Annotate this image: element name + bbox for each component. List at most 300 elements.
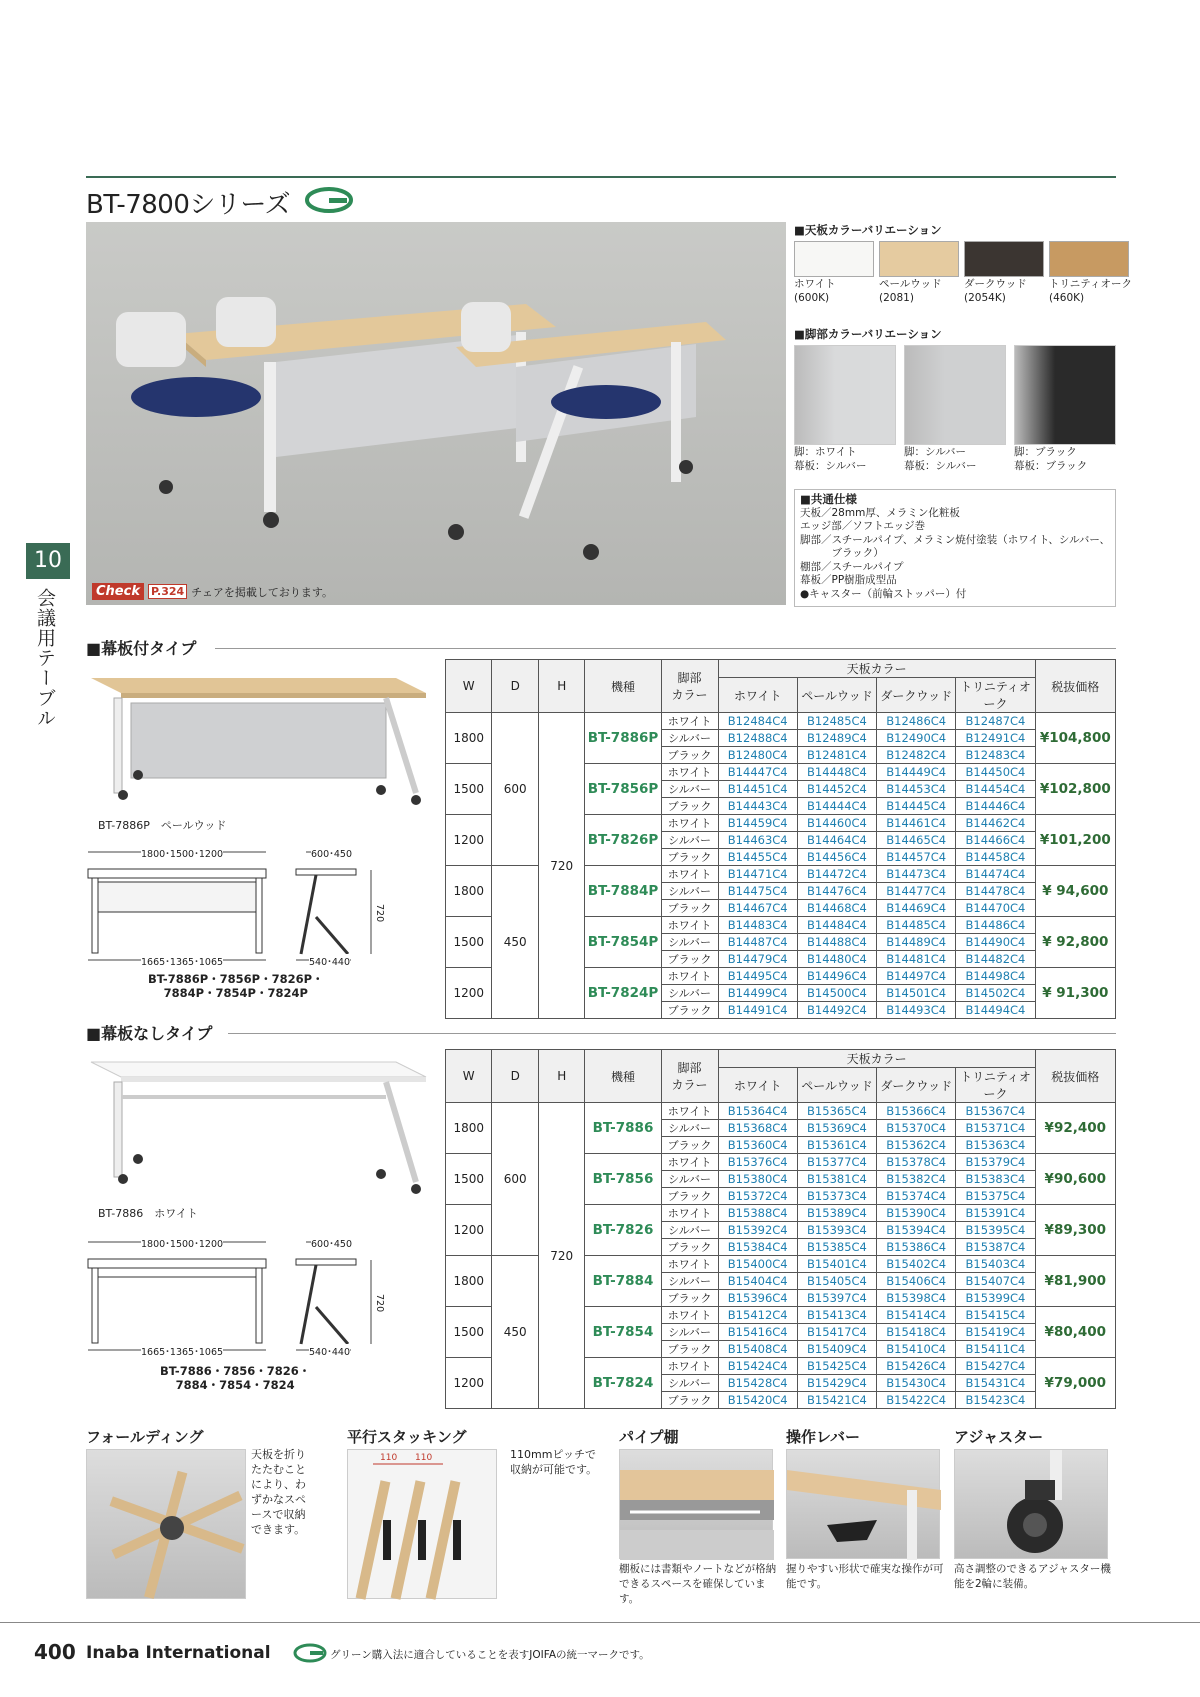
dim-height: 720 bbox=[374, 904, 385, 923]
cell-product-code: B15389C4 bbox=[797, 1205, 876, 1222]
dim-depth: 600･450 bbox=[311, 846, 352, 860]
cell-product-code: B15412C4 bbox=[718, 1307, 797, 1324]
leg-color-panel: 幕板：シルバー bbox=[794, 460, 867, 472]
cell-model: BT-7886 bbox=[585, 1103, 661, 1154]
cell-price: ¥90,600 bbox=[1035, 1154, 1115, 1205]
cell-product-code: B14482C4 bbox=[956, 951, 1035, 968]
cell-product-code: B15397C4 bbox=[797, 1290, 876, 1307]
cell-product-code: B15424C4 bbox=[718, 1358, 797, 1375]
cell-model: BT-7826 bbox=[585, 1205, 661, 1256]
cell-product-code: B14466C4 bbox=[956, 832, 1035, 849]
cell-w: 1800 bbox=[446, 1256, 492, 1307]
col-leg-line1: 脚部 bbox=[677, 1061, 702, 1075]
cell-leg-color: ホワイト bbox=[661, 1103, 718, 1120]
check-text: チェアを掲載しております。 bbox=[191, 585, 333, 599]
cell-product-code: B15395C4 bbox=[956, 1222, 1035, 1239]
cell-product-code: B12488C4 bbox=[718, 730, 797, 747]
cell-product-code: B15362C4 bbox=[877, 1137, 956, 1154]
cell-product-code: B14463C4 bbox=[718, 832, 797, 849]
top-rule bbox=[86, 176, 1116, 178]
col-d: D bbox=[492, 660, 538, 713]
leg-color-item bbox=[904, 345, 1006, 473]
top-color-item bbox=[794, 241, 874, 305]
cell-w: 1800 bbox=[446, 713, 492, 764]
cell-product-code: B15396C4 bbox=[718, 1290, 797, 1307]
cell-leg-color: ブラック bbox=[661, 798, 718, 815]
cell-product-code: B14493C4 bbox=[877, 1002, 956, 1019]
cell-product-code: B12480C4 bbox=[718, 747, 797, 764]
cell-product-code: B12487C4 bbox=[956, 713, 1035, 730]
cell-product-code: B15372C4 bbox=[718, 1188, 797, 1205]
cell-leg-color: ブラック bbox=[661, 1188, 718, 1205]
cell-product-code: B15417C4 bbox=[797, 1324, 876, 1341]
col-dark: ダークウッド bbox=[877, 1068, 956, 1103]
cell-leg-color: シルバー bbox=[661, 1375, 718, 1392]
cell-leg-color: ブラック bbox=[661, 900, 718, 917]
leg-color-swatch bbox=[904, 345, 1006, 445]
cell-product-code: B15421C4 bbox=[797, 1392, 876, 1409]
cell-product-code: B15402C4 bbox=[877, 1256, 956, 1273]
spec-line: エッジ部／ソフトエッジ巻 bbox=[800, 520, 926, 532]
cell-leg-color: ホワイト bbox=[661, 1358, 718, 1375]
feature-folding-text: 天板を折りたたむことにより、わずかなスペースで収納できます。 bbox=[251, 1448, 306, 1536]
cell-w: 1200 bbox=[446, 1205, 492, 1256]
cell-product-code: B15407C4 bbox=[956, 1273, 1035, 1290]
cell-model: BT-7856P bbox=[585, 764, 661, 815]
cell-product-code: B15378C4 bbox=[877, 1154, 956, 1171]
cell-product-code: B14467C4 bbox=[718, 900, 797, 917]
cell-product-code: B15404C4 bbox=[718, 1273, 797, 1290]
section1-models-line1: BT-7886P・7856P・7826P・ bbox=[148, 972, 324, 986]
feature-lever-photo bbox=[786, 1449, 940, 1559]
cell-model: BT-7854P bbox=[585, 917, 661, 968]
cell-product-code: B15361C4 bbox=[797, 1137, 876, 1154]
cell-product-code: B15363C4 bbox=[956, 1137, 1035, 1154]
cell-product-code: B15392C4 bbox=[718, 1222, 797, 1239]
cell-product-code: B12489C4 bbox=[797, 730, 876, 747]
section1-dim-svg bbox=[86, 842, 396, 967]
section2-models-line2: 7884・7854・7824 bbox=[175, 1378, 295, 1392]
cell-product-code: B14485C4 bbox=[877, 917, 956, 934]
col-w: W bbox=[446, 660, 492, 713]
cell-product-code: B15409C4 bbox=[797, 1341, 876, 1358]
cell-product-code: B14447C4 bbox=[718, 764, 797, 781]
cell-product-code: B14473C4 bbox=[877, 866, 956, 883]
section2-models-line1: BT-7886・7856・7826・ bbox=[160, 1364, 311, 1378]
page-number: 400 bbox=[34, 1640, 76, 1664]
cell-model: BT-7854 bbox=[585, 1307, 661, 1358]
cell-product-code: B14465C4 bbox=[877, 832, 956, 849]
cell-w: 1500 bbox=[446, 1307, 492, 1358]
leg-color-panel: 幕板：ブラック bbox=[1014, 460, 1088, 472]
cell-product-code: B14459C4 bbox=[718, 815, 797, 832]
cell-leg-color: ホワイト bbox=[661, 815, 718, 832]
cell-product-code: B14471C4 bbox=[718, 866, 797, 883]
cell-product-code: B15408C4 bbox=[718, 1341, 797, 1358]
cell-product-code: B15385C4 bbox=[797, 1239, 876, 1256]
cell-product-code: B14443C4 bbox=[718, 798, 797, 815]
leg-color-swatch bbox=[1014, 345, 1116, 445]
section2-product-label: BT-7886 ホワイト bbox=[98, 1207, 198, 1220]
cell-model: BT-7884 bbox=[585, 1256, 661, 1307]
feature-shelf-text: 棚板には書類やノートなどが格納できるスペースを確保しています。 bbox=[619, 1563, 777, 1605]
cell-product-code: B15411C4 bbox=[956, 1341, 1035, 1358]
top-color-name: トリニティオーク bbox=[1049, 278, 1132, 290]
feature-stacking-text: 110mmピッチで収納が可能です。 bbox=[510, 1448, 598, 1476]
leg-color-heading: ■脚部カラーバリエーション bbox=[794, 327, 942, 341]
cell-leg-color: ホワイト bbox=[661, 968, 718, 985]
top-color-item bbox=[964, 241, 1044, 305]
cell-product-code: B15365C4 bbox=[797, 1103, 876, 1120]
cell-product-code: B15394C4 bbox=[877, 1222, 956, 1239]
cell-product-code: B14501C4 bbox=[877, 985, 956, 1002]
cell-d: 450 bbox=[492, 866, 538, 1019]
cell-price: ¥80,400 bbox=[1035, 1307, 1115, 1358]
cell-product-code: B14452C4 bbox=[797, 781, 876, 798]
cell-model: BT-7826P bbox=[585, 815, 661, 866]
cell-product-code: B15422C4 bbox=[877, 1392, 956, 1409]
cell-product-code: B14477C4 bbox=[877, 883, 956, 900]
cell-product-code: B14457C4 bbox=[877, 849, 956, 866]
section2-models bbox=[160, 1364, 310, 1392]
cell-product-code: B14480C4 bbox=[797, 951, 876, 968]
cell-model: BT-7824P bbox=[585, 968, 661, 1019]
feature-adjuster-text: 高さ調整のできるアジャスター機能を2輪に装備。 bbox=[954, 1563, 1111, 1590]
col-price: 税抜価格 bbox=[1035, 1050, 1115, 1103]
section1-product-label: BT-7886P ペールウッド bbox=[98, 819, 227, 832]
cell-product-code: B14468C4 bbox=[797, 900, 876, 917]
cell-leg-color: ブラック bbox=[661, 747, 718, 764]
cell-product-code: B15377C4 bbox=[797, 1154, 876, 1171]
cell-leg-color: ホワイト bbox=[661, 713, 718, 730]
cell-product-code: B15413C4 bbox=[797, 1307, 876, 1324]
cell-product-code: B14483C4 bbox=[718, 917, 797, 934]
cell-product-code: B15387C4 bbox=[956, 1239, 1035, 1256]
cell-product-code: B15381C4 bbox=[797, 1171, 876, 1188]
cell-h: 720 bbox=[538, 1103, 584, 1409]
cell-model: BT-7824 bbox=[585, 1358, 661, 1409]
cell-price: ¥81,900 bbox=[1035, 1256, 1115, 1307]
cell-product-code: B15415C4 bbox=[956, 1307, 1035, 1324]
feature-lever-text: 握りやすい形状で確実な操作が可能です。 bbox=[786, 1563, 944, 1590]
cell-product-code: B14486C4 bbox=[956, 917, 1035, 934]
cell-product-code: B15376C4 bbox=[718, 1154, 797, 1171]
cell-product-code: B14453C4 bbox=[877, 781, 956, 798]
cell-product-code: B15423C4 bbox=[956, 1392, 1035, 1409]
feature-shelf-title: パイプ棚 bbox=[619, 1428, 679, 1446]
cell-w: 1500 bbox=[446, 917, 492, 968]
page-title: BT-7800シリーズ bbox=[86, 190, 291, 220]
cell-product-code: B15400C4 bbox=[718, 1256, 797, 1273]
top-color-code: (2081) bbox=[879, 292, 914, 304]
cell-product-code: B14484C4 bbox=[797, 917, 876, 934]
cell-leg-color: シルバー bbox=[661, 1120, 718, 1137]
section2-title: ■幕板なしタイプ bbox=[86, 1024, 213, 1043]
col-leg-line1: 脚部 bbox=[677, 671, 702, 685]
section2-dim-svg bbox=[86, 1232, 396, 1357]
feature-folding-title: フォールディング bbox=[86, 1428, 204, 1446]
cell-leg-color: ブラック bbox=[661, 951, 718, 968]
dim-leg-width: 1665･1365･1065 bbox=[141, 1344, 223, 1358]
cell-product-code: B15371C4 bbox=[956, 1120, 1035, 1137]
cell-product-code: B15391C4 bbox=[956, 1205, 1035, 1222]
col-leg-line2: カラー bbox=[671, 688, 708, 702]
stacking-dim-b: 110 bbox=[415, 1453, 433, 1463]
cell-product-code: B14476C4 bbox=[797, 883, 876, 900]
feature-adjuster-title: アジャスター bbox=[954, 1428, 1044, 1446]
spec-line: 天板／28mm厚、メラミン化粧板 bbox=[800, 506, 960, 519]
cell-leg-color: シルバー bbox=[661, 985, 718, 1002]
cell-w: 1800 bbox=[446, 866, 492, 917]
cell-leg-color: ホワイト bbox=[661, 1307, 718, 1324]
col-model: 機種 bbox=[585, 660, 661, 713]
cell-product-code: B14502C4 bbox=[956, 985, 1035, 1002]
cell-leg-color: ホワイト bbox=[661, 917, 718, 934]
col-trinity: トリニティオーク bbox=[956, 1068, 1035, 1103]
cell-product-code: B14458C4 bbox=[956, 849, 1035, 866]
top-color-name: ペールウッド bbox=[879, 278, 942, 290]
col-price: 税抜価格 bbox=[1035, 660, 1115, 713]
cell-leg-color: シルバー bbox=[661, 883, 718, 900]
leg-color-leg: 脚：シルバー bbox=[904, 446, 967, 458]
cell-product-code: B12483C4 bbox=[956, 747, 1035, 764]
cell-product-code: B15416C4 bbox=[718, 1324, 797, 1341]
cell-price: ¥101,200 bbox=[1035, 815, 1115, 866]
spec-line: 幕板／PP樹脂成型品 bbox=[800, 574, 897, 586]
cell-product-code: B15425C4 bbox=[797, 1358, 876, 1375]
cell-product-code: B14470C4 bbox=[956, 900, 1035, 917]
cell-product-code: B14456C4 bbox=[797, 849, 876, 866]
cell-product-code: B12485C4 bbox=[797, 713, 876, 730]
leg-color-leg: 脚：ブラック bbox=[1014, 446, 1077, 458]
section2-rule bbox=[228, 1033, 1116, 1034]
cell-price: ¥79,000 bbox=[1035, 1358, 1115, 1409]
cell-product-code: B14450C4 bbox=[956, 764, 1035, 781]
dim-depth: 600･450 bbox=[311, 1236, 352, 1250]
cell-leg-color: ホワイト bbox=[661, 1154, 718, 1171]
hero-photo bbox=[86, 222, 786, 605]
cell-w: 1200 bbox=[446, 815, 492, 866]
dim-leg-depth: 540･440 bbox=[309, 1344, 350, 1358]
feature-adjuster-photo bbox=[954, 1449, 1108, 1559]
spec-line: 棚部／スチールパイプ bbox=[800, 560, 904, 573]
top-color-swatch bbox=[964, 241, 1044, 277]
cell-leg-color: シルバー bbox=[661, 1324, 718, 1341]
cell-leg-color: ホワイト bbox=[661, 1205, 718, 1222]
col-model: 機種 bbox=[585, 1050, 661, 1103]
cell-product-code: B15431C4 bbox=[956, 1375, 1035, 1392]
cell-product-code: B15373C4 bbox=[797, 1188, 876, 1205]
cell-product-code: B12481C4 bbox=[797, 747, 876, 764]
section1-rule bbox=[215, 648, 1116, 649]
cell-product-code: B14451C4 bbox=[718, 781, 797, 798]
col-h: H bbox=[538, 1050, 584, 1103]
hero-illustration bbox=[86, 222, 786, 605]
section2-price-table bbox=[445, 1049, 1116, 1409]
cell-leg-color: シルバー bbox=[661, 1171, 718, 1188]
cell-d: 600 bbox=[492, 1103, 538, 1256]
cell-model: BT-7856 bbox=[585, 1154, 661, 1205]
cell-price: ¥102,800 bbox=[1035, 764, 1115, 815]
feature-shelf-photo bbox=[619, 1449, 773, 1559]
leg-color-swatches bbox=[794, 345, 1116, 473]
cell-product-code: B14499C4 bbox=[718, 985, 797, 1002]
cell-leg-color: ホワイト bbox=[661, 1256, 718, 1273]
cell-product-code: B14444C4 bbox=[797, 798, 876, 815]
dim-height: 720 bbox=[374, 1294, 385, 1313]
cell-leg-color: シルバー bbox=[661, 832, 718, 849]
cell-product-code: B15399C4 bbox=[956, 1290, 1035, 1307]
cell-product-code: B14445C4 bbox=[877, 798, 956, 815]
section2-product-image bbox=[86, 1052, 431, 1202]
cell-product-code: B14474C4 bbox=[956, 866, 1035, 883]
spec-lines bbox=[800, 507, 1110, 602]
table-row bbox=[446, 713, 1116, 730]
cell-product-code: B15403C4 bbox=[956, 1256, 1035, 1273]
cell-product-code: B15401C4 bbox=[797, 1256, 876, 1273]
cell-product-code: B15410C4 bbox=[877, 1341, 956, 1358]
top-color-swatch bbox=[879, 241, 959, 277]
cell-product-code: B15420C4 bbox=[718, 1392, 797, 1409]
top-color-code: (460K) bbox=[1049, 292, 1085, 304]
cell-product-code: B15382C4 bbox=[877, 1171, 956, 1188]
cell-price: ¥ 94,600 bbox=[1035, 866, 1115, 917]
cell-product-code: B14487C4 bbox=[718, 934, 797, 951]
top-color-name: ダークウッド bbox=[964, 278, 1027, 290]
cell-w: 1200 bbox=[446, 968, 492, 1019]
cell-model: BT-7886P bbox=[585, 713, 661, 764]
cell-leg-color: ホワイト bbox=[661, 866, 718, 883]
feature-stacking-photo bbox=[347, 1449, 497, 1599]
col-white: ホワイト bbox=[718, 1068, 797, 1103]
cell-product-code: B14489C4 bbox=[877, 934, 956, 951]
cell-d: 450 bbox=[492, 1256, 538, 1409]
top-color-item bbox=[879, 241, 959, 305]
leg-color-panel: 幕板：シルバー bbox=[904, 460, 977, 472]
cell-product-code: B15374C4 bbox=[877, 1188, 956, 1205]
cell-product-code: B15390C4 bbox=[877, 1205, 956, 1222]
cell-product-code: B14462C4 bbox=[956, 815, 1035, 832]
cell-product-code: B14464C4 bbox=[797, 832, 876, 849]
brand-name: Inaba International bbox=[86, 1643, 271, 1663]
col-w: W bbox=[446, 1050, 492, 1103]
dim-leg-width: 1665･1365･1065 bbox=[141, 954, 223, 968]
cell-w: 1500 bbox=[446, 1154, 492, 1205]
leg-color-item bbox=[1014, 345, 1116, 473]
dim-leg-depth: 540･440 bbox=[309, 954, 350, 968]
cell-product-code: B14495C4 bbox=[718, 968, 797, 985]
cell-product-code: B15393C4 bbox=[797, 1222, 876, 1239]
cell-w: 1200 bbox=[446, 1358, 492, 1409]
cell-product-code: B14490C4 bbox=[956, 934, 1035, 951]
check-reference bbox=[92, 583, 333, 600]
cell-product-code: B15383C4 bbox=[956, 1171, 1035, 1188]
cell-product-code: B15429C4 bbox=[797, 1375, 876, 1392]
cell-w: 1500 bbox=[446, 764, 492, 815]
col-pale: ペールウッド bbox=[797, 1068, 876, 1103]
cell-price: ¥92,400 bbox=[1035, 1103, 1115, 1154]
cell-product-code: B15430C4 bbox=[877, 1375, 956, 1392]
folding-illustration bbox=[87, 1450, 247, 1600]
cell-product-code: B15380C4 bbox=[718, 1171, 797, 1188]
col-trinity: トリニティオーク bbox=[956, 678, 1035, 713]
top-color-swatches bbox=[794, 241, 1132, 305]
cell-price: ¥89,300 bbox=[1035, 1205, 1115, 1256]
leg-color-leg: 脚：ホワイト bbox=[794, 446, 857, 458]
cell-product-code: B15360C4 bbox=[718, 1137, 797, 1154]
cell-product-code: B15414C4 bbox=[877, 1307, 956, 1324]
top-color-name: ホワイト bbox=[794, 278, 836, 290]
lever-illustration bbox=[787, 1450, 941, 1560]
cell-product-code: B15427C4 bbox=[956, 1358, 1035, 1375]
spec-heading: ■共通仕様 bbox=[800, 492, 857, 506]
cell-price: ¥ 92,800 bbox=[1035, 917, 1115, 968]
adjuster-illustration bbox=[955, 1450, 1109, 1560]
cell-product-code: B14446C4 bbox=[956, 798, 1035, 815]
cell-product-code: B14494C4 bbox=[956, 1002, 1035, 1019]
green-mark-icon bbox=[305, 187, 353, 213]
top-color-code: (2054K) bbox=[964, 292, 1006, 304]
cell-product-code: B14492C4 bbox=[797, 1002, 876, 1019]
feature-stacking-title: 平行スタッキング bbox=[347, 1428, 467, 1446]
cell-leg-color: ブラック bbox=[661, 849, 718, 866]
section2-dim-drawing bbox=[86, 1232, 396, 1361]
top-color-swatch bbox=[1049, 241, 1129, 277]
chapter-number: 10 bbox=[26, 543, 70, 579]
cell-product-code: B12491C4 bbox=[956, 730, 1035, 747]
cell-product-code: B14496C4 bbox=[797, 968, 876, 985]
cell-product-code: B15426C4 bbox=[877, 1358, 956, 1375]
section1-title: ■幕板付タイプ bbox=[86, 639, 197, 658]
cell-product-code: B15367C4 bbox=[956, 1103, 1035, 1120]
dim-width: 1800･1500･1200 bbox=[141, 846, 223, 860]
cell-leg-color: ブラック bbox=[661, 1002, 718, 1019]
col-d: D bbox=[492, 1050, 538, 1103]
cell-leg-color: シルバー bbox=[661, 1222, 718, 1239]
cell-product-code: B15368C4 bbox=[718, 1120, 797, 1137]
check-badge: Check bbox=[92, 583, 144, 600]
cell-product-code: B14481C4 bbox=[877, 951, 956, 968]
cell-product-code: B14488C4 bbox=[797, 934, 876, 951]
col-top-color: 天板カラー bbox=[718, 660, 1035, 678]
col-leg bbox=[661, 1050, 718, 1103]
check-page-link[interactable]: P.324 bbox=[148, 584, 187, 599]
cell-product-code: B12484C4 bbox=[718, 713, 797, 730]
cell-product-code: B15388C4 bbox=[718, 1205, 797, 1222]
spec-line: 脚部／スチールパイプ、メラミン焼付塗装（ホワイト、シルバー、 bbox=[800, 533, 1111, 546]
col-pale: ペールウッド bbox=[797, 678, 876, 713]
cell-product-code: B14478C4 bbox=[956, 883, 1035, 900]
green-mark-icon bbox=[293, 1643, 327, 1663]
col-dark: ダークウッド bbox=[877, 678, 956, 713]
spec-line: ●キャスター（前輪ストッパー）付 bbox=[800, 587, 967, 600]
cell-product-code: B12482C4 bbox=[877, 747, 956, 764]
section1-dim-drawing bbox=[86, 842, 396, 971]
cell-model: BT-7884P bbox=[585, 866, 661, 917]
cell-w: 1800 bbox=[446, 1103, 492, 1154]
leg-color-item bbox=[794, 345, 896, 473]
stacking-dim-a: 110 bbox=[380, 1453, 398, 1463]
cell-product-code: B14449C4 bbox=[877, 764, 956, 781]
cell-product-code: B14460C4 bbox=[797, 815, 876, 832]
feature-folding-photo bbox=[86, 1449, 246, 1599]
dim-width: 1800･1500･1200 bbox=[141, 1236, 223, 1250]
cell-product-code: B14454C4 bbox=[956, 781, 1035, 798]
cell-product-code: B15366C4 bbox=[877, 1103, 956, 1120]
table-header-row bbox=[446, 660, 1116, 678]
cell-product-code: B15428C4 bbox=[718, 1375, 797, 1392]
section1-product-image bbox=[86, 668, 431, 813]
